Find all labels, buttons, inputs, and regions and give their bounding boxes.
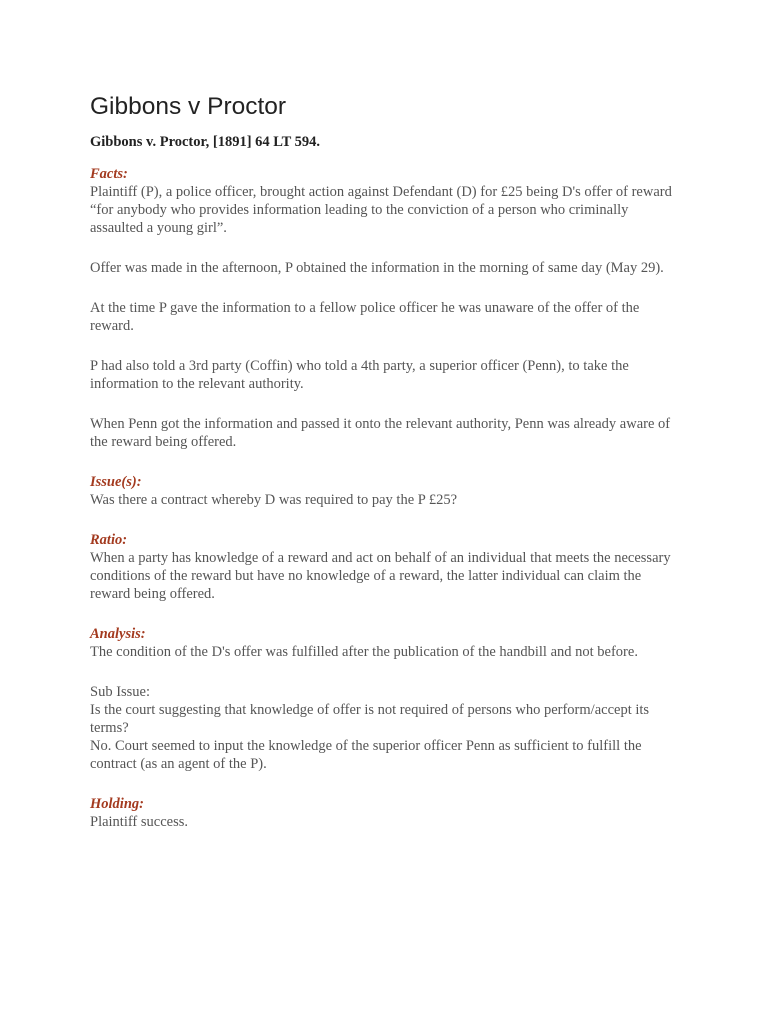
analysis-text: The condition of the D's offer was fulfilled after the publication of the handbill and not before. xyxy=(90,644,638,660)
sub-issue-label: Sub Issue: xyxy=(90,684,151,700)
ratio-text: When a party has knowledge of a reward and act on behalf of an individual that meets the necessary conditions of the reward but have no knowledge of a reward, the latter individual can claim the reward being offered. xyxy=(90,550,671,602)
issues-heading: Issue(s): xyxy=(90,474,142,490)
analysis-section xyxy=(90,625,678,661)
sub-issue-section xyxy=(90,683,678,773)
holding-section xyxy=(90,795,678,831)
facts-paragraph: At the time P gave the information to a fellow police officer he was unaware of the offer of the reward. xyxy=(90,300,640,334)
facts-paragraph: Offer was made in the afternoon, P obtained the information in the morning of same day (May 29). xyxy=(90,260,664,276)
document-title: Gibbons v Proctor xyxy=(90,93,287,120)
facts-paragraph: When Penn got the information and passed it onto the relevant authority, Penn was already aware of the reward being offered. xyxy=(90,416,671,450)
case-citation: Gibbons v. Proctor, [1891] 64 LT 594. xyxy=(90,134,321,150)
facts-heading: Facts: xyxy=(90,166,128,182)
facts-paragraph: P had also told a 3rd party (Coffin) who told a 4th party, a superior officer (Penn), to take the information to the relevant authority. xyxy=(90,358,629,392)
facts-section xyxy=(90,165,678,451)
ratio-heading: Ratio: xyxy=(90,532,128,548)
holding-heading: Holding: xyxy=(90,796,144,812)
facts-paragraph: Plaintiff (P), a police officer, brought action against Defendant (D) for £25 being D's offer of reward “for anybody who provides information leading to the conviction of a person who criminally assaulted a young girl”. xyxy=(90,184,672,236)
issues-section xyxy=(90,473,678,509)
issues-text: Was there a contract whereby D was required to pay the P £25? xyxy=(90,492,458,508)
sub-issue-question: Is the court suggesting that knowledge of offer is not required of persons who perform/accept its terms? xyxy=(90,702,650,736)
holding-text: Plaintiff success. xyxy=(90,814,188,830)
analysis-heading: Analysis: xyxy=(90,626,146,642)
ratio-section xyxy=(90,531,678,603)
sub-issue-answer: No. Court seemed to input the knowledge of the superior officer Penn as sufficient to fulfill the contract (as an agent of the P). xyxy=(90,738,642,772)
